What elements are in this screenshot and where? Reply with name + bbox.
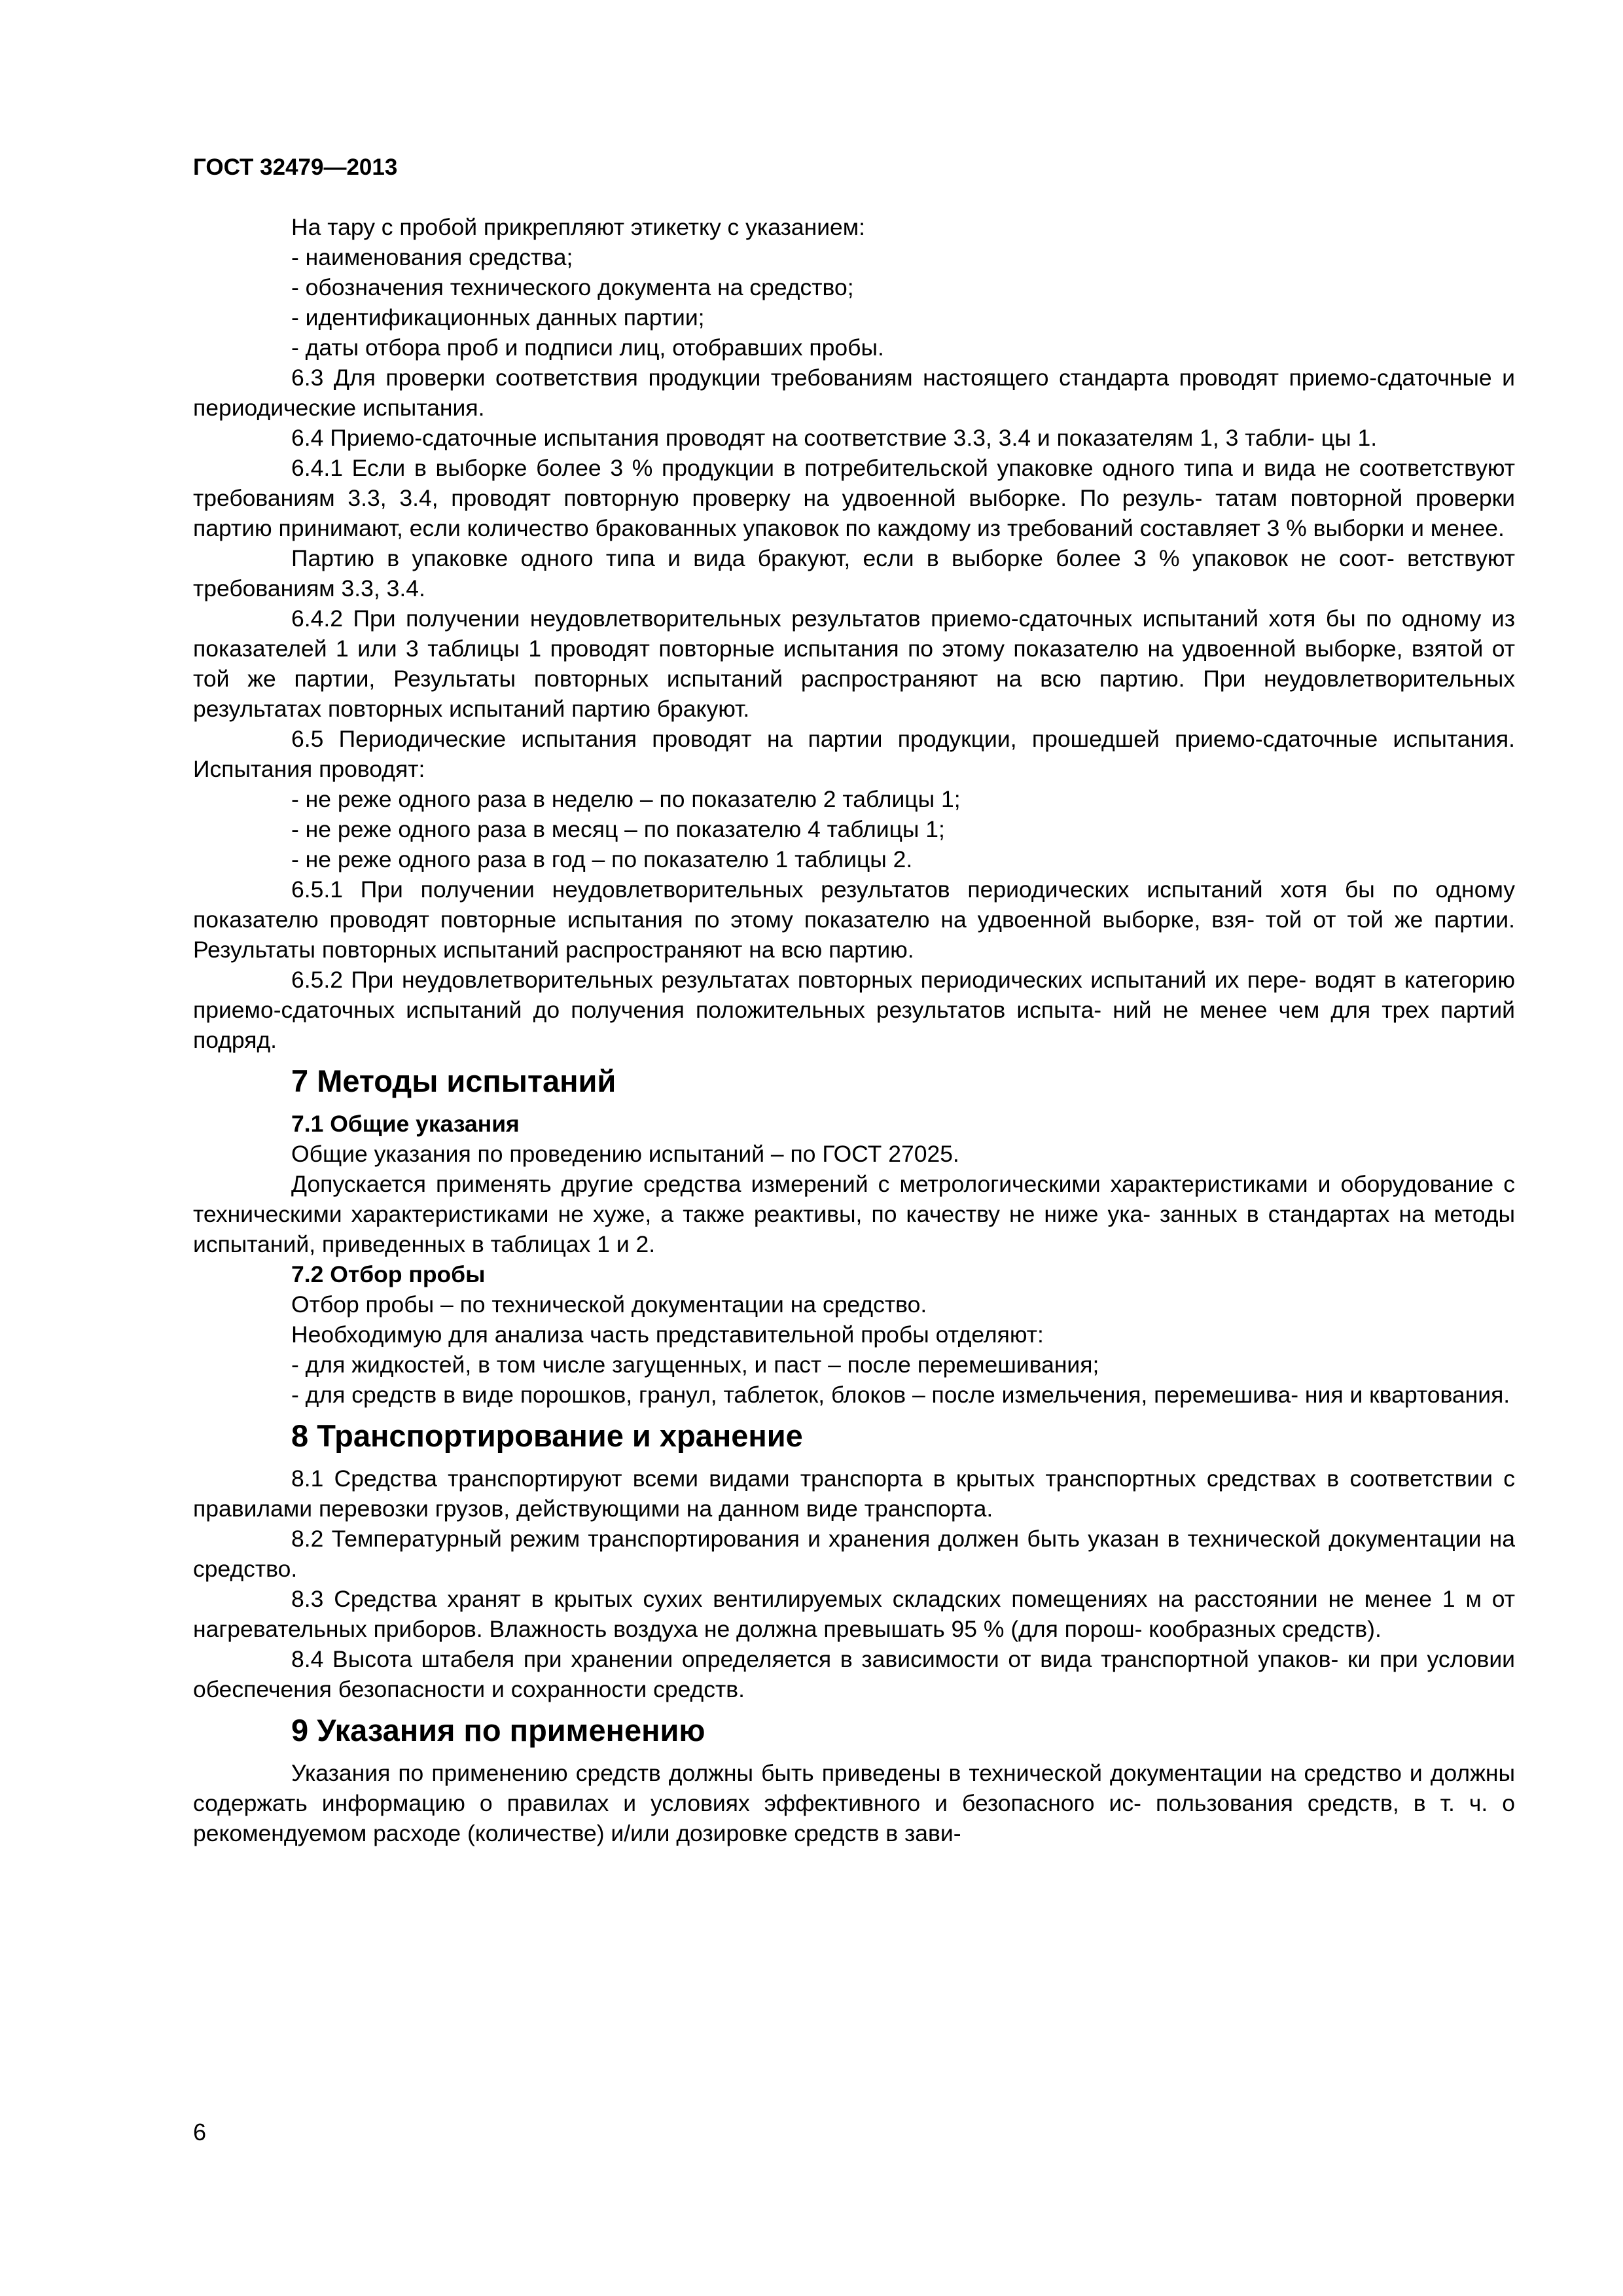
clause-8-4: 8.4 Высота штабеля при хранении определяется в зависимости от вида транспортной упаков- ки при условии обеспечения безопасности и сохранности средств. (193, 1646, 1515, 1702)
section-9-heading: 9 Указания по применению (291, 1713, 705, 1748)
list-item: - наименования средства; (291, 244, 573, 270)
paragraph: Отбор пробы – по технической документации на средство. (291, 1291, 927, 1318)
section-7-heading: 7 Методы испытаний (291, 1064, 616, 1098)
clause-6-5-1: 6.5.1 При получении неудовлетворительных результатов периодических испытаний хотя бы по одному показателю проводят повторные испытания по этому показателю на удвоенной выборке, взя- той от той же партии. Результаты повторных испытаний распространяют на всю партию. (193, 876, 1515, 963)
clause-8-2: 8.2 Температурный режим транспортирования и хранения должен быть указан в технической документации на средство. (193, 1526, 1515, 1582)
paragraph: Партию в упаковке одного типа и вида бракуют, если в выборке более 3 % упаковок не соот- ветствуют требованиям 3.3, 3.4. (193, 545, 1515, 601)
list-item: - не реже одного раза в год – по показателю 1 таблицы 2. (291, 846, 913, 872)
page-number: 6 (193, 2119, 207, 2145)
clause-8-3: 8.3 Средства хранят в крытых сухих вентилируемых складских помещениях на расстоянии не менее 1 м от нагревательных приборов. Влажность воздуха не должна превышать 95 % (для порош- кообразных средств). (193, 1586, 1515, 1642)
list-item: - обозначения технического документа на средство; (291, 274, 854, 300)
section-8-heading: 8 Транспортирование и хранение (291, 1418, 803, 1453)
clause-6-4: 6.4 Приемо-сдаточные испытания проводят на соответствие 3.3, 3.4 и показателям 1, 3 табли- цы 1. (291, 425, 1378, 451)
paragraph: Указания по применению средств должны быть приведены в технической документации на средство и должны содержать информацию о правилах и условиях эффективного и безопасного ис- пользования средств, в т. ч. о рекомендуемом расходе (количестве) и/или дозировке средств в зави- (193, 1760, 1515, 1846)
clause-6-3: 6.3 Для проверки соответствия продукции требованиям настоящего стандарта проводят приемо-сдаточные и периодические испытания. (193, 365, 1515, 421)
clause-8-1: 8.1 Средства транспортируют всеми видами транспорта в крытых транспортных средствах в соответствии с правилами перевозки грузов, действующими на данном виде транспорта. (193, 1465, 1515, 1522)
page-body (193, 212, 1515, 1848)
list-item: - даты отбора проб и подписи лиц, отобравших пробы. (291, 334, 884, 361)
subsection-7-1-heading: 7.1 Общие указания (291, 1111, 520, 1137)
list-item: - не реже одного раза в месяц – по показателю 4 таблицы 1; (291, 816, 945, 842)
standard-header: ГОСТ 32479—2013 (193, 154, 398, 180)
clause-6-5: 6.5 Периодические испытания проводят на партии продукции, прошедшей приемо-сдаточные испытания. Испытания проводят: (193, 726, 1515, 782)
list-item: - для средств в виде порошков, гранул, таблеток, блоков – после измельчения, перемешива- ния и квартования. (291, 1382, 1510, 1408)
paragraph: На тару с пробой прикрепляют этикетку с указанием: (291, 214, 866, 240)
clause-6-4-2: 6.4.2 При получении неудовлетворительных результатов приемо-сдаточных испытаний хотя бы по одному из показателей 1 или 3 таблицы 1 проводят повторные испытания по этому показателю на удвоенной выборке, взятой от той же партии, Результаты повторных испытаний распространяют на всю партию. При неудовлетворительных результатах повторных испытаний партию бракуют. (193, 605, 1515, 722)
paragraph: Необходимую для анализа часть представительной пробы отделяют: (291, 1321, 1044, 1348)
list-item: - для жидкостей, в том числе загущенных, и паст – после перемешивания; (291, 1352, 1099, 1378)
paragraph: Допускается применять другие средства измерений с метрологическими характеристиками и оборудование с техническими характеристиками не хуже, а также реактивы, по качеству не ниже ука- занных в стандартах на методы испытаний, приведенных в таблицах 1 и 2. (193, 1171, 1515, 1257)
subsection-7-2-heading: 7.2 Отбор пробы (291, 1261, 486, 1287)
clause-6-5-2: 6.5.2 При неудовлетворительных результатах повторных периодических испытаний их пере- водят в категорию приемо-сдаточных испытаний до получения положительных результатов испыта- ний не менее чем для трех партий подряд. (193, 967, 1515, 1053)
clause-6-4-1: 6.4.1 Если в выборке более 3 % продукции в потребительской упаковке одного типа и вида не соответствуют требованиям 3.3, 3.4, проводят повторную проверку на удвоенной выборке. По резуль- татам повторной проверки партию принимают, если количество бракованных упаковок по каждому из требований составляет 3 % выборки и менее. (193, 455, 1515, 541)
list-item: - не реже одного раза в неделю – по показателю 2 таблицы 1; (291, 786, 961, 812)
list-item: - идентификационных данных партии; (291, 304, 705, 331)
paragraph: Общие указания по проведению испытаний – по ГОСТ 27025. (291, 1141, 959, 1167)
